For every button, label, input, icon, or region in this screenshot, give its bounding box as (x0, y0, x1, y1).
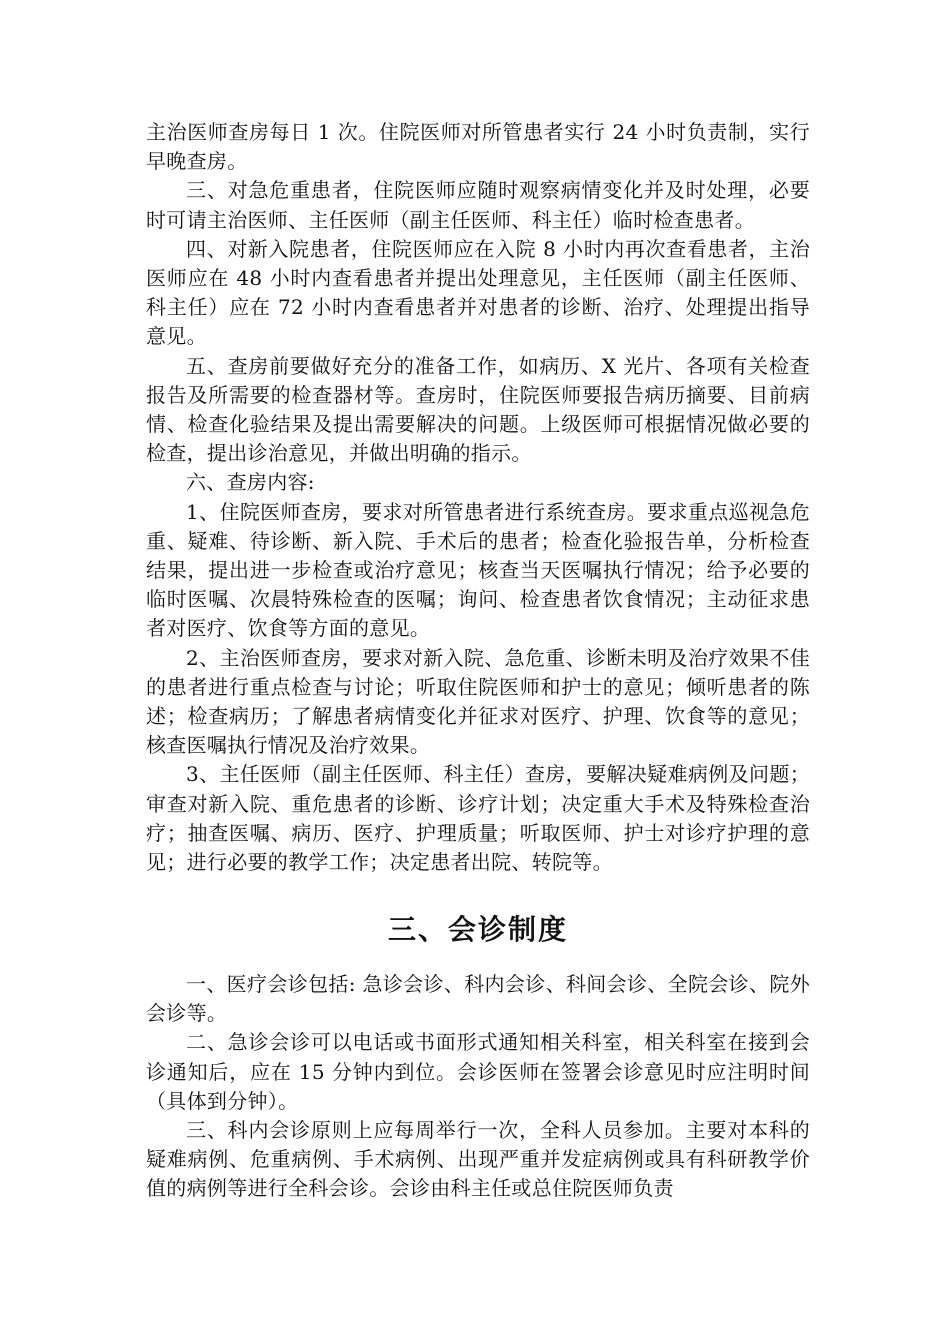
paragraph-rounds-preparation: 五、查房前要做好充分的准备工作，如病历、X 光片、各项有关检查报告及所需要的检查器材等。查房时，住院医师要报告病历摘要、目前病情、检查化验结果及提出需要解决的问题。上级医师可根据情况做必要的检查，提出诊治意见，并做出明确的指示。 (146, 353, 810, 466)
paragraph-rounds-content-heading: 六、查房内容: (186, 470, 315, 495)
consultation-section (146, 970, 810, 1204)
paragraph-department-consultation: 三、科内会诊原则上应每周举行一次，全科人员参加。主要对本科的疑难病例、危重病例、手术病例、出现严重并发症病例或具有科研教学价值的病例等进行全科会诊。会诊由科主任或总住院医师负责 (146, 1118, 810, 1201)
paragraph-new-admissions: 四、对新入院患者，住院医师应在入院 8 小时内再次查看患者，主治医师应在 48 小时内查看患者并提出处理意见，主任医师（副主任医师、科主任）应在 72 小时内查看患者并对患者的诊断、治疗、处理提出指导意见。 (146, 236, 810, 349)
section-title: 三、会诊制度 (387, 913, 568, 946)
paragraph-emergency-consultation: 二、急诊会诊可以电话或书面形式通知相关科室，相关科室在接到会诊通知后，应在 15 分钟内到位。会诊医师在签署会诊意见时应注明时间（具体到分钟）。 (146, 1030, 810, 1113)
paragraph-emergency-patients: 三、对急危重患者，住院医师应随时观察病情变化并及时处理，必要时可请主治医师、主任医师（副主任医师、科主任）临时检查患者。 (146, 178, 810, 232)
paragraph-chief-rounds: 3、主任医师（副主任医师、科主任）查房，要解决疑难病例及问题；审查对新入院、重危患者的诊断、诊疗计划；决定重大手术及特殊检查治疗；抽查医嘱、病历、医疗、护理质量；听取医师、护士对诊疗护理的意见；进行必要的教学工作；决定患者出院、转院等。 (146, 762, 810, 875)
document-body (146, 118, 810, 1201)
paragraph-resident-rounds: 1、住院医师查房，要求对所管患者进行系统查房。要求重点巡视急危重、疑难、待诊断、新入院、手术后的患者；检查化验报告单，分析检查结果，提出进一步检查或治疗意见；核查当天医嘱执行情况；给予必要的临时医嘱、次晨特殊检查的医嘱；询问、检查患者饮食情况；主动征求患者对医疗、饮食等方面的意见。 (146, 499, 810, 641)
paragraph-attending-rounds: 2、主治医师查房，要求对新入院、急危重、诊断未明及治疗效果不佳的患者进行重点检查与讨论；听取住院医师和护士的意见；倾听患者的陈述；检查病历；了解患者病情变化并征求对医疗、护理、饮食等的意见；核查医嘱执行情况及治疗效果。 (146, 645, 810, 758)
paragraph-consultation-types: 一、医疗会诊包括: 急诊会诊、科内会诊、科间会诊、全院会诊、院外会诊等。 (146, 972, 810, 1026)
paragraph-continuation: 主治医师查房每日 1 次。住院医师对所管患者实行 24 小时负责制，实行早晚查房。 (146, 120, 810, 174)
